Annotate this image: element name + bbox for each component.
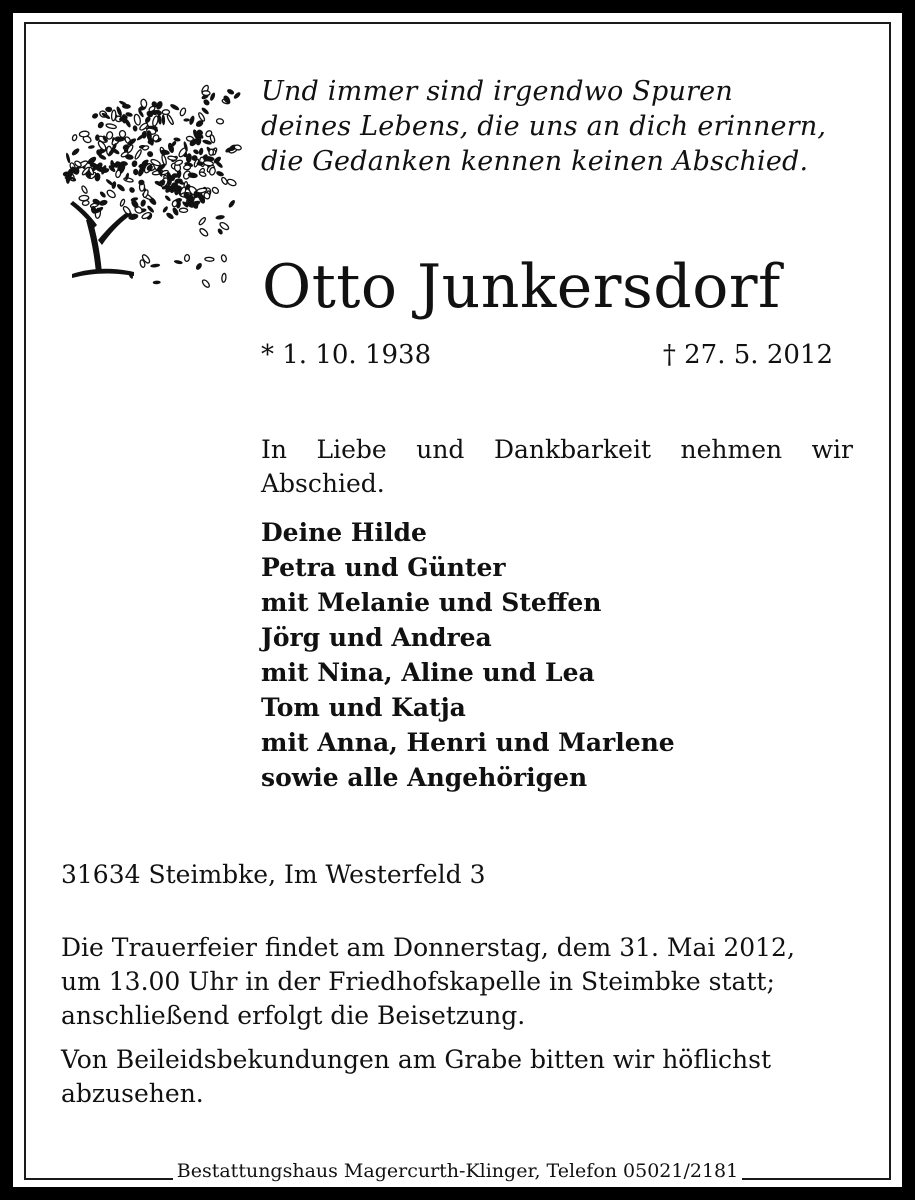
service-line: anschließend erfolgt die Beisetzung. xyxy=(61,1001,526,1030)
funeral-home-footer xyxy=(0,1159,915,1183)
deceased-name: Otto Junkersdorf xyxy=(262,252,781,322)
verse-line: deines Lebens, die uns an dich erinnern, xyxy=(261,111,827,142)
mourner-line: mit Anna, Henri und Marlene xyxy=(261,728,675,757)
mourner-line: Tom und Katja xyxy=(261,693,466,722)
birth-date: * 1. 10. 1938 xyxy=(261,340,432,370)
memorial-verse xyxy=(261,74,861,179)
mourners-list xyxy=(261,515,853,795)
verse-line: Und immer sind irgendwo Spuren xyxy=(261,76,733,107)
service-line: Die Trauerfeier findet am Donnerstag, dem 31. Mai 2012, xyxy=(61,933,795,962)
verse-line: die Gedanken kennen keinen Abschied. xyxy=(261,146,809,177)
funeral-home-contact: Bestattungshaus Magercurth-Klinger, Telefon 05021/2181 xyxy=(173,1160,742,1182)
mourner-line: mit Nina, Aline und Lea xyxy=(261,658,595,687)
mourner-line: mit Melanie und Steffen xyxy=(261,588,602,617)
death-date: † 27. 5. 2012 xyxy=(662,340,833,370)
family-address: 31634 Steimbke, Im Westerfeld 3 xyxy=(61,860,486,889)
mourner-line: sowie alle Angehörigen xyxy=(261,763,588,792)
service-line: um 13.00 Uhr in der Friedhofskapelle in Steimbke statt; xyxy=(61,967,775,996)
mourner-line: Deine Hilde xyxy=(261,518,427,547)
condolence-request-line: abzusehen. xyxy=(61,1079,204,1108)
condolence-request-line: Von Beileidsbekundungen am Grabe bitten wir höflichst xyxy=(61,1045,771,1074)
farewell-text: In Liebe und Dankbarkeit nehmen wir Abschied. xyxy=(261,435,853,498)
tree-foliage xyxy=(63,84,242,288)
mourner-line: Jörg und Andrea xyxy=(261,623,492,652)
mourner-line: Petra und Günter xyxy=(261,553,506,582)
tree-icon xyxy=(50,68,250,308)
funeral-service-info xyxy=(61,931,854,1111)
